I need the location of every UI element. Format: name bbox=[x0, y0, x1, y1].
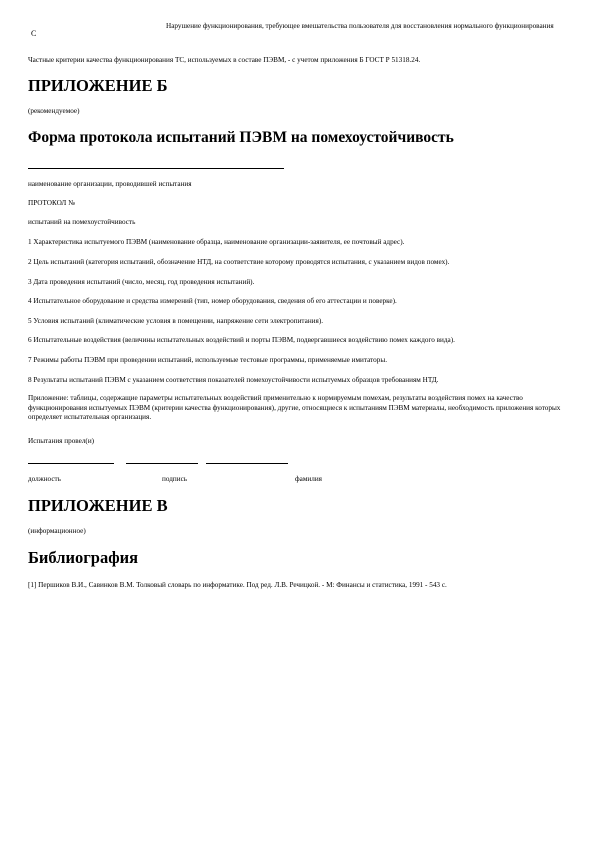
protocol-item: 3 Дата проведения испытаний (число, месяц, год проведения испытаний). bbox=[28, 278, 255, 286]
criteria-note: Частные критерии качества функционирования ТС, используемых в составе ПЭВМ, - с учетом приложения Б ГОСТ Р 51318.24. bbox=[28, 56, 421, 64]
bibliography-entry: [1] Першиков В.И., Савинков В.М. Толковый словарь по информатике. Под ред. Л.В. Речицкой. - М: Финансы и статистика, 1991 - 543 с. bbox=[28, 581, 447, 589]
bibliography-title: Библиография bbox=[28, 548, 139, 567]
protocol-item: 8 Результаты испытаний ПЭВМ с указанием соответствия показателей помехоустойчивости испытуемых образцов требованиям НТД. bbox=[28, 376, 439, 384]
appendix-b-status: (рекомендуемое) bbox=[28, 107, 80, 115]
protocol-item: 5 Условия испытаний (климатические условия в помещении, напряжение сети электропитания). bbox=[28, 317, 324, 325]
protocol-item: 6 Испытательные воздействия (величины испытательных воздействий и порты ПЭВМ, подвергавшиеся воздействию помех каждого вида). bbox=[28, 336, 455, 344]
surname-signature-line bbox=[206, 463, 288, 464]
protocol-number-label: ПРОТОКОЛ № bbox=[28, 199, 75, 207]
position-signature-line bbox=[28, 463, 114, 464]
table-cell-letter: С bbox=[31, 29, 37, 38]
signature-line bbox=[126, 463, 198, 464]
signature-label: подпись bbox=[162, 475, 188, 483]
protocol-subject: испытаний на помехоустойчивость bbox=[28, 218, 136, 226]
form-title: Форма протокола испытаний ПЭВМ на помехоустойчивость bbox=[28, 129, 454, 146]
table-cell-description: Нарушение функционирования, требующее вмешательства пользователя для восстановления нормального функционирования bbox=[166, 22, 554, 30]
protocol-item: 4 Испытательное оборудование и средства измерений (тип, номер оборудования, сведения об его аттестации и поверке). bbox=[28, 297, 397, 305]
organization-name-line bbox=[28, 168, 284, 169]
organization-label: наименование организации, проводившей испытания bbox=[28, 180, 192, 188]
protocol-item: 7 Режимы работы ПЭВМ при проведении испытаний, используемые тестовые программы, применяемые имитаторы. bbox=[28, 356, 387, 364]
appendix-b-title: ПРИЛОЖЕНИЕ Б bbox=[28, 76, 168, 95]
protocol-item: 1 Характеристика испытуемого ПЭВМ (наименование образца, наименование организации-заявителя, ее почтовый адрес). bbox=[28, 238, 405, 246]
surname-label: фамилия bbox=[295, 475, 322, 483]
appendix-c-status: (информационное) bbox=[28, 527, 86, 535]
conducted-by: Испытания провел(и) bbox=[28, 437, 95, 445]
appendix-c-title: ПРИЛОЖЕНИЕ В bbox=[28, 496, 168, 515]
position-label: должность bbox=[28, 475, 61, 483]
protocol-item: 2 Цель испытаний (категория испытаний, обозначение НТД, на соответствие которому проводятся испытания, с указанием видов помех). bbox=[28, 258, 450, 266]
protocol-attachment: Приложение: таблицы, содержащие параметры испытательных воздействий применительно к нормируемым помехам, результаты воздействия помех на качество функционирования испытуемых ПЭВМ (критерии качества функционирования), другие, относящиеся к испытаниям ПЭВМ материалы, необходимость приложения которых определяет испытательная организация. bbox=[28, 394, 561, 421]
